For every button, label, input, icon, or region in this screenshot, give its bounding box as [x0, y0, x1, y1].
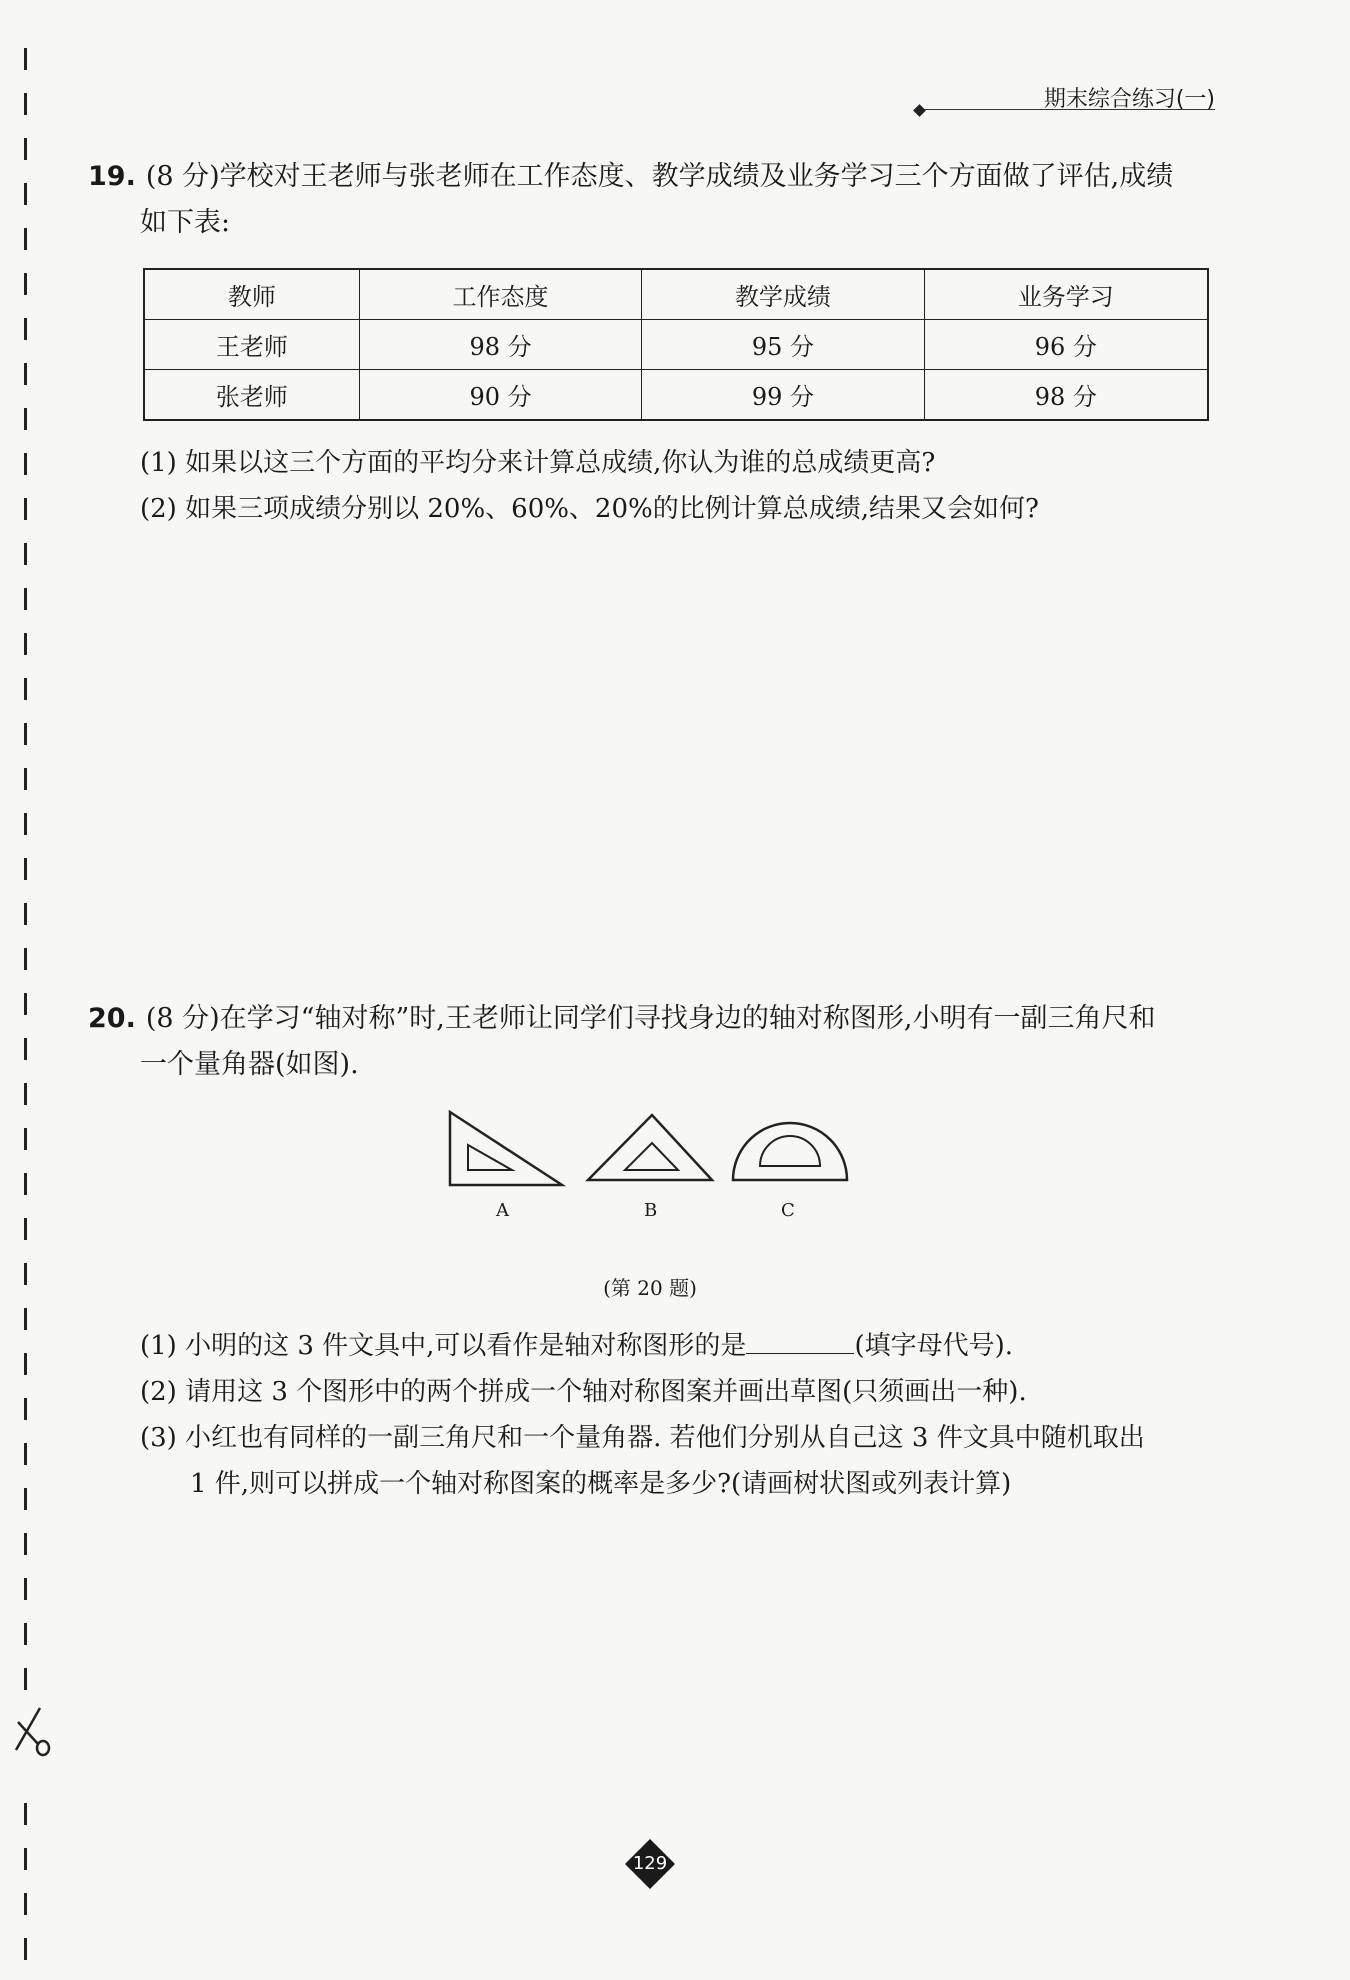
question-number: 19. [88, 161, 136, 192]
cut-line-dash [24, 1083, 27, 1105]
cut-line-dash [24, 1443, 27, 1465]
cut-line-dash [24, 1578, 27, 1600]
cut-line-dash [24, 228, 27, 250]
set-square-a-icon [450, 1112, 562, 1185]
cut-line-dash [24, 633, 27, 655]
question-19-stem [88, 154, 1218, 246]
cut-line-dash [24, 768, 27, 790]
cut-line-dash [24, 1668, 27, 1690]
table-cell: 98 分 [924, 370, 1208, 421]
cut-line-dash [24, 1803, 27, 1825]
table-header-cell: 教师 [144, 269, 359, 320]
table-header-cell: 业务学习 [924, 269, 1208, 320]
cut-line-dash [24, 858, 27, 880]
figure-caption-text: (第 20 题) [603, 1276, 697, 1300]
cut-line-dash [24, 408, 27, 430]
table-header-row [144, 269, 1208, 320]
cut-line-dash [24, 903, 27, 925]
figure-label-c: C [781, 1200, 795, 1221]
cut-line-dash [24, 1353, 27, 1375]
cut-line-dash [24, 1218, 27, 1240]
question-19-part-1: (1) 如果以这三个方面的平均分来计算总成绩,你认为谁的总成绩更高? [140, 448, 936, 478]
question-text-cont: 一个量角器(如图). [140, 1049, 359, 1080]
question-20-part-2: (2) 请用这 3 个图形中的两个拼成一个轴对称图案并画出草图(只须画出一种). [140, 1377, 1027, 1407]
score-table [143, 268, 1209, 421]
cut-line-dash [24, 1398, 27, 1420]
table-row [144, 320, 1208, 370]
table-cell: 98 分 [359, 320, 641, 370]
cut-line-dash [24, 183, 27, 205]
table-cell: 95 分 [642, 320, 924, 370]
cut-line-dash [24, 543, 27, 565]
cut-line-dash [24, 1173, 27, 1195]
cut-line-dash [24, 93, 27, 115]
cut-line-dash [24, 1128, 27, 1150]
header-diamond-icon [913, 104, 926, 117]
table-cell: 99 分 [642, 370, 924, 421]
table-header-cell: 教学成绩 [642, 269, 924, 320]
page-number-badge [624, 1838, 676, 1890]
set-square-b-icon [588, 1115, 712, 1180]
table-row [144, 370, 1208, 421]
cut-line-dash [24, 1893, 27, 1915]
table-header-cell: 工作态度 [359, 269, 641, 320]
question-text: (8 分)学校对王老师与张老师在工作态度、教学成绩及业务学习三个方面做了评估,成绩 [145, 161, 1174, 192]
cut-line-dash [24, 138, 27, 160]
cut-line-dash [24, 1308, 27, 1330]
cut-line-dash [24, 318, 27, 340]
cut-line-dash [24, 498, 27, 520]
cut-line-dash [24, 1488, 27, 1510]
question-number: 20. [88, 1003, 136, 1034]
cut-line-dash [24, 363, 27, 385]
table-cell: 张老师 [144, 370, 359, 421]
cut-line-dash [24, 588, 27, 610]
question-19-part-2: (2) 如果三项成绩分别以 20%、60%、20%的比例计算总成绩,结果又会如何? [140, 494, 1039, 524]
part-1-text: (1) 小明的这 3 件文具中,可以看作是轴对称图形的是 [140, 1331, 747, 1361]
cut-line-dash [24, 678, 27, 700]
cut-line-dash [24, 453, 27, 475]
question-20-part-3 [140, 1415, 1230, 1507]
figure-label-b: B [644, 1200, 658, 1221]
running-header [915, 80, 1215, 120]
cut-line-dash [24, 273, 27, 295]
cut-line-dash [24, 723, 27, 745]
cut-line-dash [24, 813, 27, 835]
question-text-cont: 如下表: [140, 207, 231, 238]
cut-line-dash [24, 1038, 27, 1060]
stationery-drawings [440, 1100, 870, 1200]
stationery-figure [440, 1100, 870, 1230]
part-3-text-cont: 1 件,则可以拼成一个轴对称图案的概率是多少?(请画树状图或列表计算) [190, 1469, 1012, 1499]
cut-line-dash [24, 48, 27, 70]
cut-line-dash [24, 948, 27, 970]
cut-line [24, 0, 28, 1980]
scissors-icon [10, 1700, 60, 1760]
question-text: (8 分)在学习“轴对称”时,王老师让同学们寻找身边的轴对称图形,小明有一副三角尺和 [145, 1003, 1156, 1034]
cut-line-dash [24, 1623, 27, 1645]
table-cell: 96 分 [924, 320, 1208, 370]
table-cell: 90 分 [359, 370, 641, 421]
page-number: 129 [632, 1853, 668, 1874]
cut-line-dash [24, 1848, 27, 1870]
protractor-c-icon [733, 1123, 847, 1180]
cut-line-dash [24, 1533, 27, 1555]
figure-caption [0, 1272, 1350, 1301]
part-3-text: (3) 小红也有同样的一副三角尺和一个量角器. 若他们分别从自己这 3 件文具中随机取出 [140, 1423, 1145, 1453]
table-cell: 王老师 [144, 320, 359, 370]
part-1-text-end: (填字母代号). [854, 1331, 1013, 1361]
cut-line-dash [24, 1938, 27, 1960]
question-20-part-1 [140, 1323, 1230, 1369]
header-title: 期末综合练习(一) [1043, 87, 1215, 112]
question-20-stem [88, 996, 1218, 1088]
figure-label-a: A [496, 1200, 509, 1221]
cut-line-dash [24, 993, 27, 1015]
answer-blank[interactable] [746, 1327, 854, 1354]
